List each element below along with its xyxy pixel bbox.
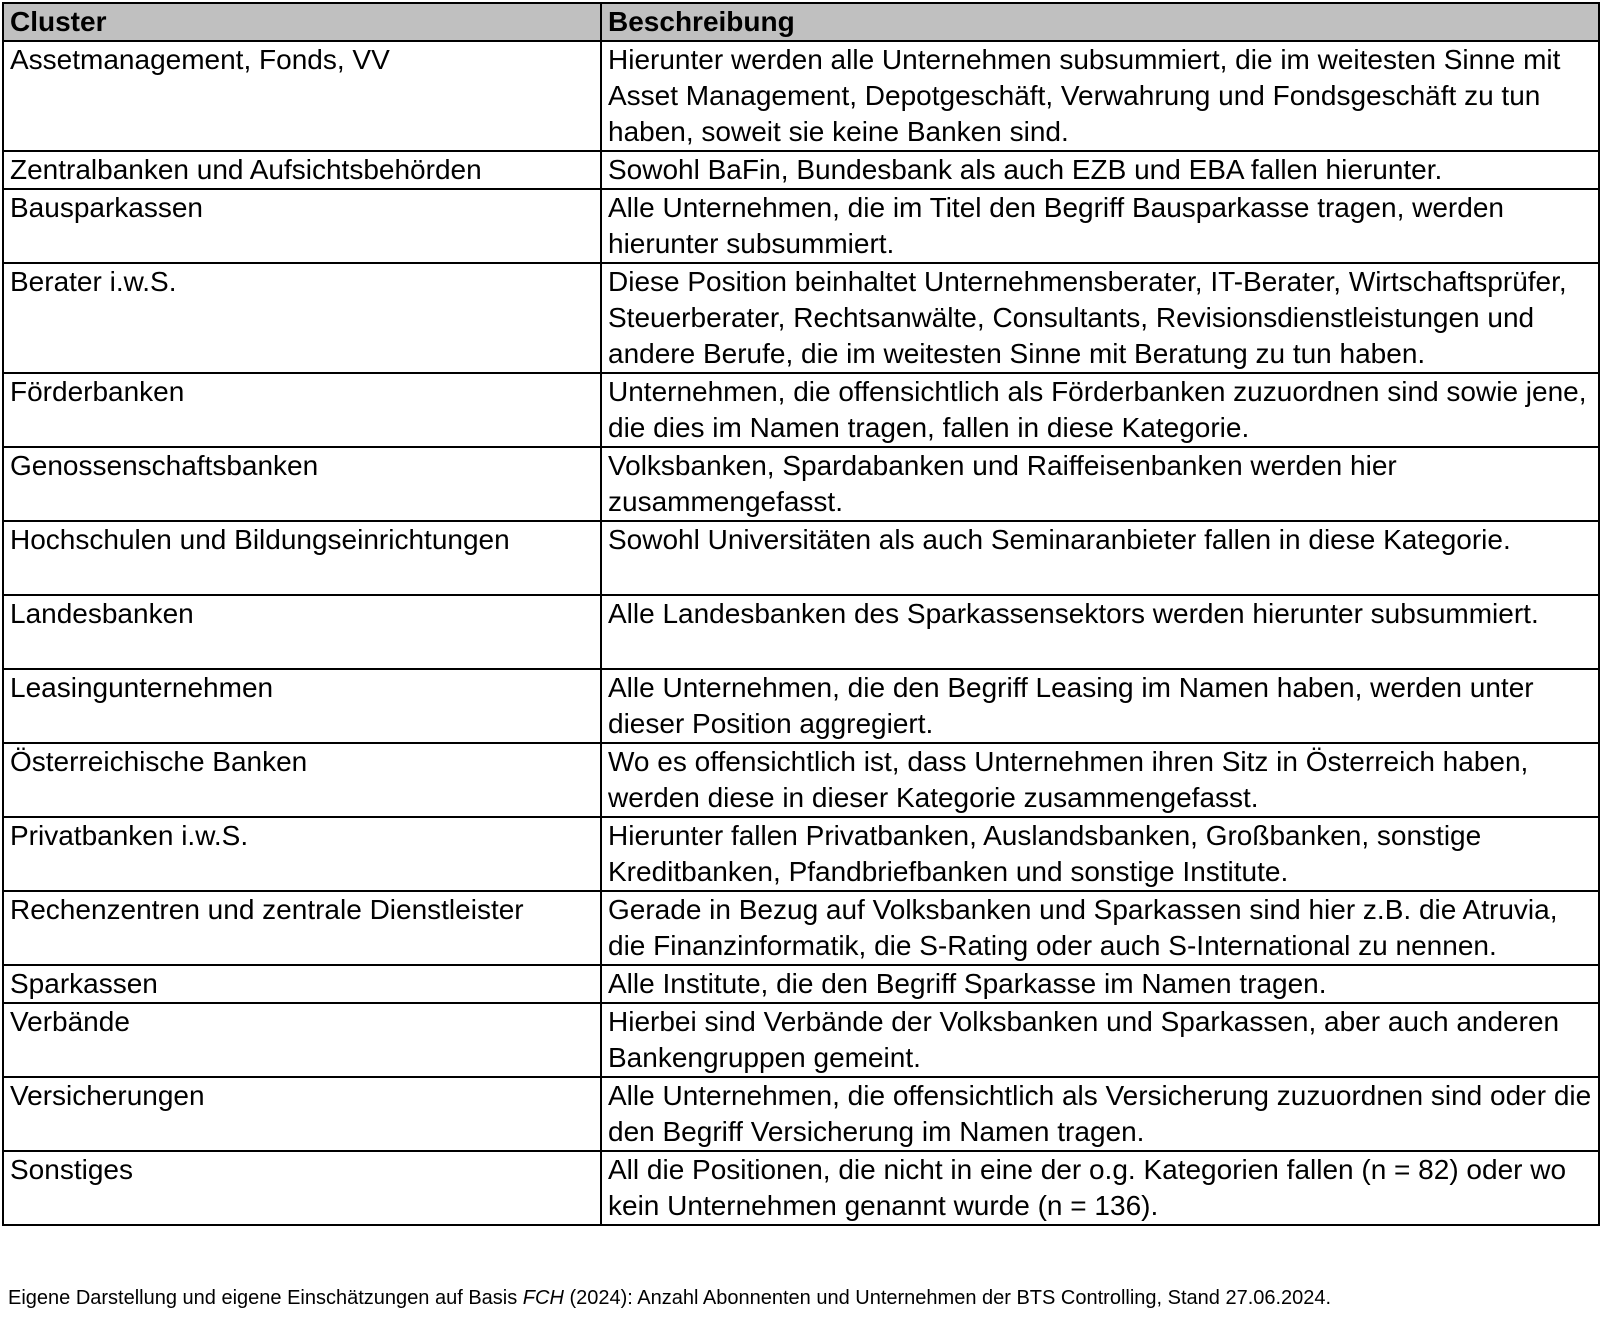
column-header-cluster: Cluster bbox=[3, 3, 601, 41]
cluster-cell: Leasingunternehmen bbox=[3, 669, 601, 743]
table-row bbox=[3, 151, 1599, 189]
table-row bbox=[3, 447, 1599, 521]
cluster-cell: Landesbanken bbox=[3, 595, 601, 669]
table-row bbox=[3, 263, 1599, 373]
table-row bbox=[3, 965, 1599, 1003]
cluster-cell: Sonstiges bbox=[3, 1151, 601, 1225]
caption-prefix: Eigene Darstellung und eigene Einschätzungen auf Basis bbox=[8, 1287, 523, 1309]
table-row bbox=[3, 669, 1599, 743]
cluster-cell: Assetmanagement, Fonds, VV bbox=[3, 41, 601, 151]
description-cell: Hierunter fallen Privatbanken, Auslandsbanken, Großbanken, sonstige Kreditbanken, Pfandbriefbanken und sonstige Institute. bbox=[601, 817, 1599, 891]
table-row bbox=[3, 41, 1599, 151]
description-cell: Alle Unternehmen, die im Titel den Begriff Bausparkasse tragen, werden hierunter subsummiert. bbox=[601, 189, 1599, 263]
cluster-cell: Zentralbanken und Aufsichtsbehörden bbox=[3, 151, 601, 189]
table-row bbox=[3, 1077, 1599, 1151]
table-row bbox=[3, 817, 1599, 891]
table-header-row bbox=[3, 3, 1599, 41]
cluster-cell: Versicherungen bbox=[3, 1077, 601, 1151]
table-row bbox=[3, 1151, 1599, 1225]
table-row bbox=[3, 1003, 1599, 1077]
description-cell: Hierbei sind Verbände der Volksbanken und Sparkassen, aber auch anderen Bankengruppen gemeint. bbox=[601, 1003, 1599, 1077]
description-cell: Gerade in Bezug auf Volksbanken und Sparkassen sind hier z.B. die Atruvia, die Finanzinformatik, die S-Rating oder auch S-International zu nennen. bbox=[601, 891, 1599, 965]
description-cell: Sowohl BaFin, Bundesbank als auch EZB und EBA fallen hierunter. bbox=[601, 151, 1599, 189]
caption-suffix: (2024): Anzahl Abonnenten und Unternehmen der BTS Controlling, Stand 27.06.2024. bbox=[563, 1287, 1332, 1309]
caption-source: FCH bbox=[522, 1287, 564, 1309]
cluster-cell: Berater i.w.S. bbox=[3, 263, 601, 373]
description-cell: Diese Position beinhaltet Unternehmensberater, IT-Berater, Wirtschaftsprüfer, Steuerberater, Rechtsanwälte, Consultants, Revisionsdienstleistungen und andere Berufe, die im weitesten Sinne mit Beratung zu tun haben. bbox=[601, 263, 1599, 373]
description-cell: Alle Unternehmen, die den Begriff Leasing im Namen haben, werden unter dieser Position aggregiert. bbox=[601, 669, 1599, 743]
description-cell: Alle Institute, die den Begriff Sparkasse im Namen tragen. bbox=[601, 965, 1599, 1003]
table-row bbox=[3, 743, 1599, 817]
description-cell: Alle Unternehmen, die offensichtlich als Versicherung zuzuordnen sind oder die den Begriff Versicherung im Namen tragen. bbox=[601, 1077, 1599, 1151]
description-cell: Alle Landesbanken des Sparkassensektors werden hierunter subsummiert. bbox=[601, 595, 1599, 669]
description-cell: Hierunter werden alle Unternehmen subsummiert, die im weitesten Sinne mit Asset Management, Depotgeschäft, Verwahrung und Fondsgeschäft zu tun haben, soweit sie keine Banken sind. bbox=[601, 41, 1599, 151]
description-cell: All die Positionen, die nicht in eine der o.g. Kategorien fallen (n = 82) oder wo kein Unternehmen genannt wurde (n = 136). bbox=[601, 1151, 1599, 1225]
cluster-cell: Österreichische Banken bbox=[3, 743, 601, 817]
description-cell: Unternehmen, die offensichtlich als Förderbanken zuzuordnen sind sowie jene, die dies im Namen tragen, fallen in diese Kategorie. bbox=[601, 373, 1599, 447]
cluster-cell: Sparkassen bbox=[3, 965, 601, 1003]
table-row bbox=[3, 373, 1599, 447]
source-caption bbox=[8, 1284, 1331, 1312]
cluster-table bbox=[2, 2, 1600, 1226]
description-cell: Sowohl Universitäten als auch Seminaranbieter fallen in diese Kategorie. bbox=[601, 521, 1599, 595]
cluster-cell: Förderbanken bbox=[3, 373, 601, 447]
cluster-cell: Bausparkassen bbox=[3, 189, 601, 263]
description-cell: Volksbanken, Spardabanken und Raiffeisenbanken werden hier zusammengefasst. bbox=[601, 447, 1599, 521]
table-row bbox=[3, 189, 1599, 263]
cluster-cell: Verbände bbox=[3, 1003, 601, 1077]
cluster-cell: Hochschulen und Bildungseinrichtungen bbox=[3, 521, 601, 595]
column-header-description: Beschreibung bbox=[601, 3, 1599, 41]
table-row bbox=[3, 891, 1599, 965]
cluster-cell: Rechenzentren und zentrale Dienstleister bbox=[3, 891, 601, 965]
cluster-cell: Privatbanken i.w.S. bbox=[3, 817, 601, 891]
cluster-cell: Genossenschaftsbanken bbox=[3, 447, 601, 521]
table-row bbox=[3, 521, 1599, 595]
description-cell: Wo es offensichtlich ist, dass Unternehmen ihren Sitz in Österreich haben, werden diese in dieser Kategorie zusammengefasst. bbox=[601, 743, 1599, 817]
table-row bbox=[3, 595, 1599, 669]
